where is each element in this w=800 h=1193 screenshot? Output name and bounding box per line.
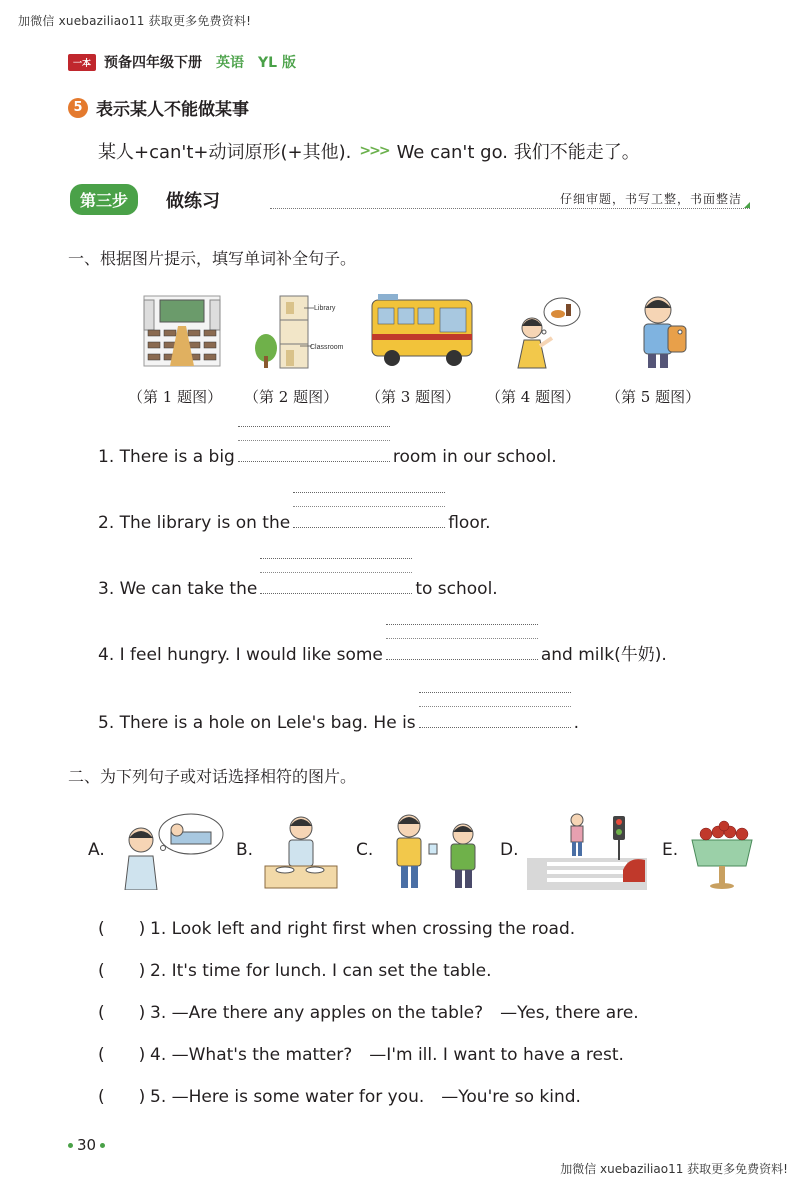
option-letter: D. [500, 840, 519, 860]
section1-pictures [128, 290, 728, 372]
page-header [68, 52, 296, 72]
divider [270, 208, 750, 209]
fill-question-5 [98, 706, 579, 733]
caption-2: （第 2 题图） [244, 388, 339, 406]
step-badge: 第三步 [70, 184, 138, 215]
match-text: 4. —What's the matter? —I'm ill. I want to have a rest. [150, 1045, 624, 1065]
question-text: and milk(牛奶). [540, 645, 667, 665]
answer-blank[interactable] [238, 440, 390, 462]
subject-label: 英语 [216, 55, 245, 71]
apples-table-image [686, 810, 758, 890]
fill-question-3 [98, 572, 498, 599]
match-text: 3. —Are there any apples on the table? —Yes, there are. [150, 1003, 639, 1023]
option-letter: B. [236, 840, 254, 860]
bus-image [370, 290, 476, 370]
question-text: 4. I feel hungry. I would like some [98, 645, 383, 665]
library-label: Library [314, 305, 336, 312]
point-title: 表示某人不能做某事 [96, 100, 249, 120]
answer-paren[interactable]: ( ) [98, 1003, 146, 1023]
classroom-image [142, 290, 222, 370]
watermark-bottom: 加微信 xuebaziliao11 获取更多免费资料! [560, 1162, 788, 1176]
book-title: 预备四年级下册 [104, 55, 203, 71]
page-number-text: 30 [77, 1136, 97, 1154]
match-text: 1. Look left and right first when crossing the road. [150, 919, 576, 939]
match-item-1 [98, 914, 575, 939]
sick-boy-image [113, 810, 225, 890]
answer-blank[interactable] [293, 506, 445, 528]
answer-paren[interactable]: ( ) [98, 1045, 146, 1065]
caption-4: （第 4 题图） [486, 388, 581, 406]
option-letter: A. [88, 840, 105, 860]
question-text: floor. [448, 513, 491, 533]
formula-example: We can't go. 我们不能走了。 [396, 142, 640, 163]
answer-blank[interactable] [260, 572, 412, 594]
grammar-point-5 [68, 95, 249, 120]
match-text: 2. It's time for lunch. I can set the table. [150, 961, 492, 981]
step-title: 做练习 [166, 191, 220, 212]
arrow-icon: >>> [359, 143, 389, 159]
question-text: 5. There is a hole on Lele's bag. He is [98, 713, 416, 733]
match-item-2 [98, 956, 492, 981]
hungry-girl-image [504, 290, 594, 370]
match-text: 5. —Here is some water for you. —You're so kind. [150, 1087, 581, 1107]
give-water-image [381, 810, 491, 890]
set-table-image [261, 810, 341, 890]
option-letter: E. [662, 840, 679, 860]
answer-blank[interactable] [386, 638, 538, 660]
corner-triangle-icon [744, 202, 750, 208]
section2-heading: 二、为下列句子或对话选择相符的图片。 [68, 767, 357, 786]
question-text: to school. [415, 579, 498, 599]
answer-blank[interactable] [419, 706, 571, 728]
answer-paren[interactable]: ( ) [98, 1087, 146, 1107]
question-text: 3. We can take the [98, 579, 258, 599]
grammar-formula [98, 138, 640, 164]
watermark-top: 加微信 xuebaziliao11 获取更多免费资料! [18, 14, 252, 28]
match-item-3 [98, 998, 639, 1023]
fill-question-1 [98, 440, 557, 467]
point-number-badge: 5 [68, 98, 88, 118]
step-tip: 仔细审题，书写工整，书面整洁 [559, 192, 742, 206]
edition-label: YL 版 [258, 55, 296, 71]
question-text: room in our school. [392, 447, 557, 467]
crossing-road-image [527, 810, 647, 890]
page-number [68, 1136, 105, 1154]
option-e [662, 810, 758, 890]
option-a [88, 810, 225, 890]
question-text: . [573, 713, 580, 733]
option-b [236, 810, 341, 890]
caption-3: （第 3 题图） [366, 388, 461, 406]
publisher-logo: 一本 [68, 54, 96, 71]
dot-icon [68, 1143, 73, 1148]
caption-5: （第 5 题图） [606, 388, 701, 406]
caption-1: （第 1 题图） [128, 388, 223, 406]
section1-heading: 一、根据图片提示，填写单词补全句子。 [68, 249, 357, 268]
building-image [250, 290, 345, 370]
dot-icon [100, 1143, 105, 1148]
fill-question-2 [98, 506, 491, 533]
option-c [356, 810, 491, 890]
option-d [500, 810, 647, 890]
answer-paren[interactable]: ( ) [98, 961, 146, 981]
formula-text: 某人+can't+动词原形(+其他). [98, 142, 352, 163]
question-text: 1. There is a big [98, 447, 235, 467]
option-letter: C. [356, 840, 374, 860]
step-bar [70, 184, 750, 214]
boy-with-bag-image [628, 290, 698, 370]
match-item-5 [98, 1082, 581, 1107]
fill-question-4 [98, 638, 667, 665]
classroom-label: Classroom [310, 344, 344, 351]
answer-paren[interactable]: ( ) [98, 919, 146, 939]
question-text: 2. The library is on the [98, 513, 291, 533]
match-item-4 [98, 1040, 624, 1065]
